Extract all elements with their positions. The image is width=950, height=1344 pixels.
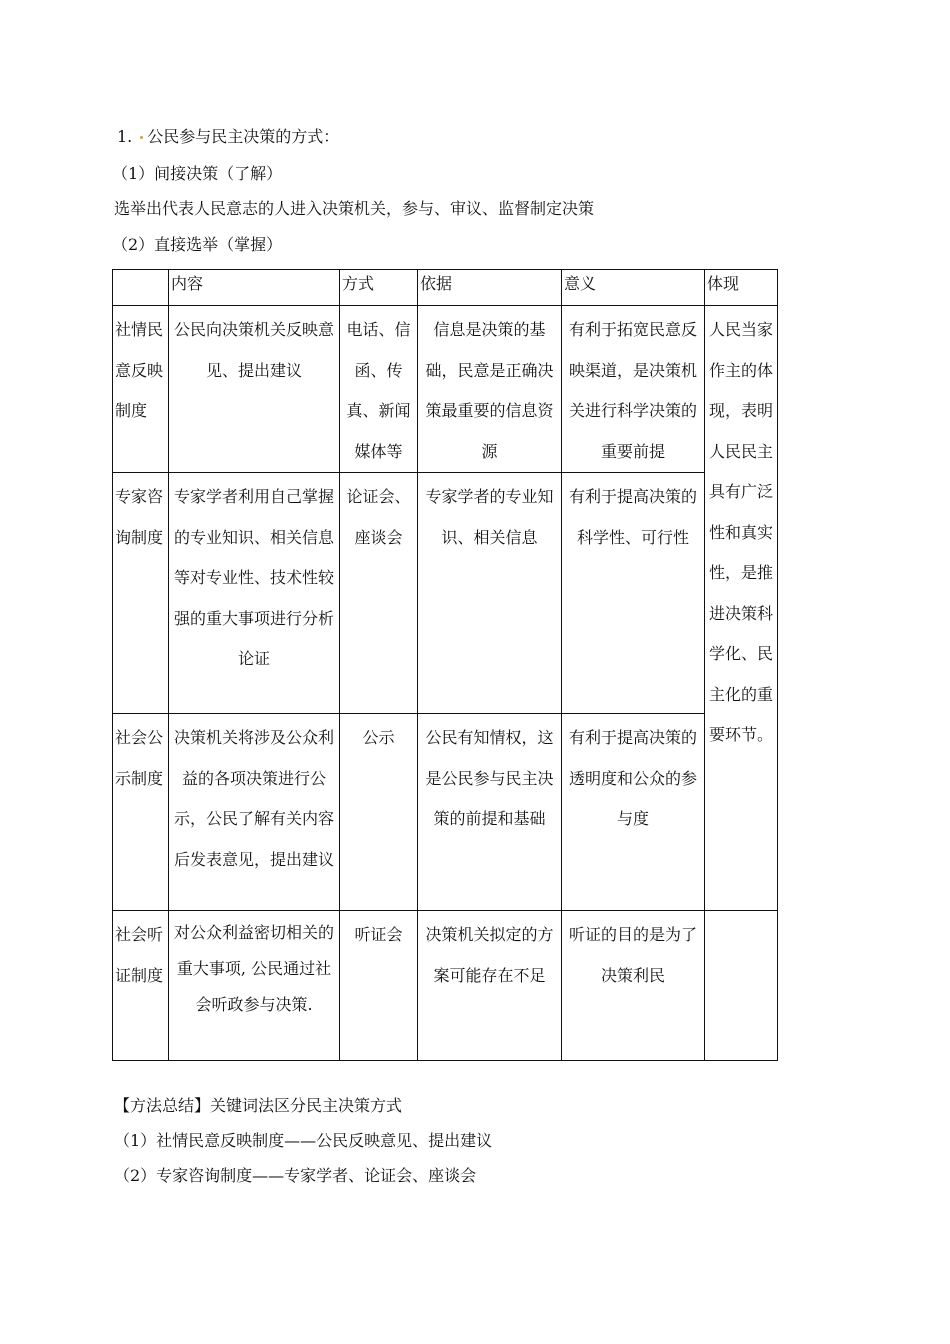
direct-election-label: （2）直接选举（掌握）: [112, 235, 283, 254]
heading: [117, 127, 339, 147]
content-cell: 对公众利益密切相关的重大事项, 公民通过社会听政参与决策.: [169, 911, 340, 1061]
table-row: [113, 714, 778, 911]
method-cell: 听证会: [340, 911, 418, 1061]
meaning-cell: 有利于提高决策的透明度和公众的参与度: [562, 714, 705, 911]
table-row: [113, 473, 778, 714]
heading-text: 公民参与民主决策的方式：: [147, 127, 340, 146]
method-cell: 电话、信函、传真、新闻媒体等: [340, 306, 418, 473]
empty-cell: [705, 911, 778, 1061]
summary-item: （1）社情民意反映制度——公民反映意见、提出建议: [114, 1131, 493, 1150]
table-row: [113, 306, 778, 473]
table-row: [113, 911, 778, 1061]
embodiment-cell: 人民当家作主的体现，表明人民民主具有广泛性和真实性，是推进决策科学化、民主化的重要环节。: [705, 306, 778, 911]
basis-cell: 信息是决策的基础，民意是正确决策最重要的信息资源: [418, 306, 562, 473]
indirect-decision-label: （1）间接决策（了解）: [112, 164, 283, 183]
meaning-cell: 听证的目的是为了决策利民: [562, 911, 705, 1061]
header-cell: 内容: [169, 270, 340, 306]
table-header-row: [113, 270, 778, 306]
header-cell: 方式: [340, 270, 418, 306]
header-cell: [113, 270, 169, 306]
system-name: 社情民意反映制度: [113, 306, 169, 473]
meaning-cell: 有利于拓宽民意反映渠道，是决策机关进行科学决策的重要前提: [562, 306, 705, 473]
decision-methods-table: [112, 269, 778, 1061]
header-cell: 意义: [562, 270, 705, 306]
summary-item: （2）专家咨询制度——专家学者、论证会、座谈会: [114, 1166, 477, 1185]
basis-cell: 专家学者的专业知识、相关信息: [418, 473, 562, 714]
method-cell: 公示: [340, 714, 418, 911]
system-name: 专家咨询制度: [113, 473, 169, 714]
system-name: 社会听证制度: [113, 911, 169, 1061]
basis-cell: 公民有知情权，这是公民参与民主决策的前提和基础: [418, 714, 562, 911]
system-name: 社会公示制度: [113, 714, 169, 911]
summary-title: 【方法总结】关键词法区分民主决策方式: [114, 1096, 403, 1115]
header-cell: 依据: [418, 270, 562, 306]
meaning-cell: 有利于提高决策的科学性、可行性: [562, 473, 705, 714]
content-cell: 公民向决策机关反映意见、提出建议: [169, 306, 340, 473]
heading-number: 1.: [117, 127, 133, 146]
indirect-decision-desc: 选举出代表人民意志的人进入决策机关，参与、审议、监督制定决策: [114, 199, 595, 218]
header-cell: 体现: [705, 270, 778, 306]
method-cell: 论证会、座谈会: [340, 473, 418, 714]
content-cell: 专家学者利用自己掌握的专业知识、相关信息等对专业性、技术性较强的重大事项进行分析论证: [169, 473, 340, 714]
bullet-dot: [140, 136, 143, 139]
basis-cell: 决策机关拟定的方案可能存在不足: [418, 911, 562, 1061]
content-cell: 决策机关将涉及公众利益的各项决策进行公示，公民了解有关内容后发表意见，提出建议: [169, 714, 340, 911]
